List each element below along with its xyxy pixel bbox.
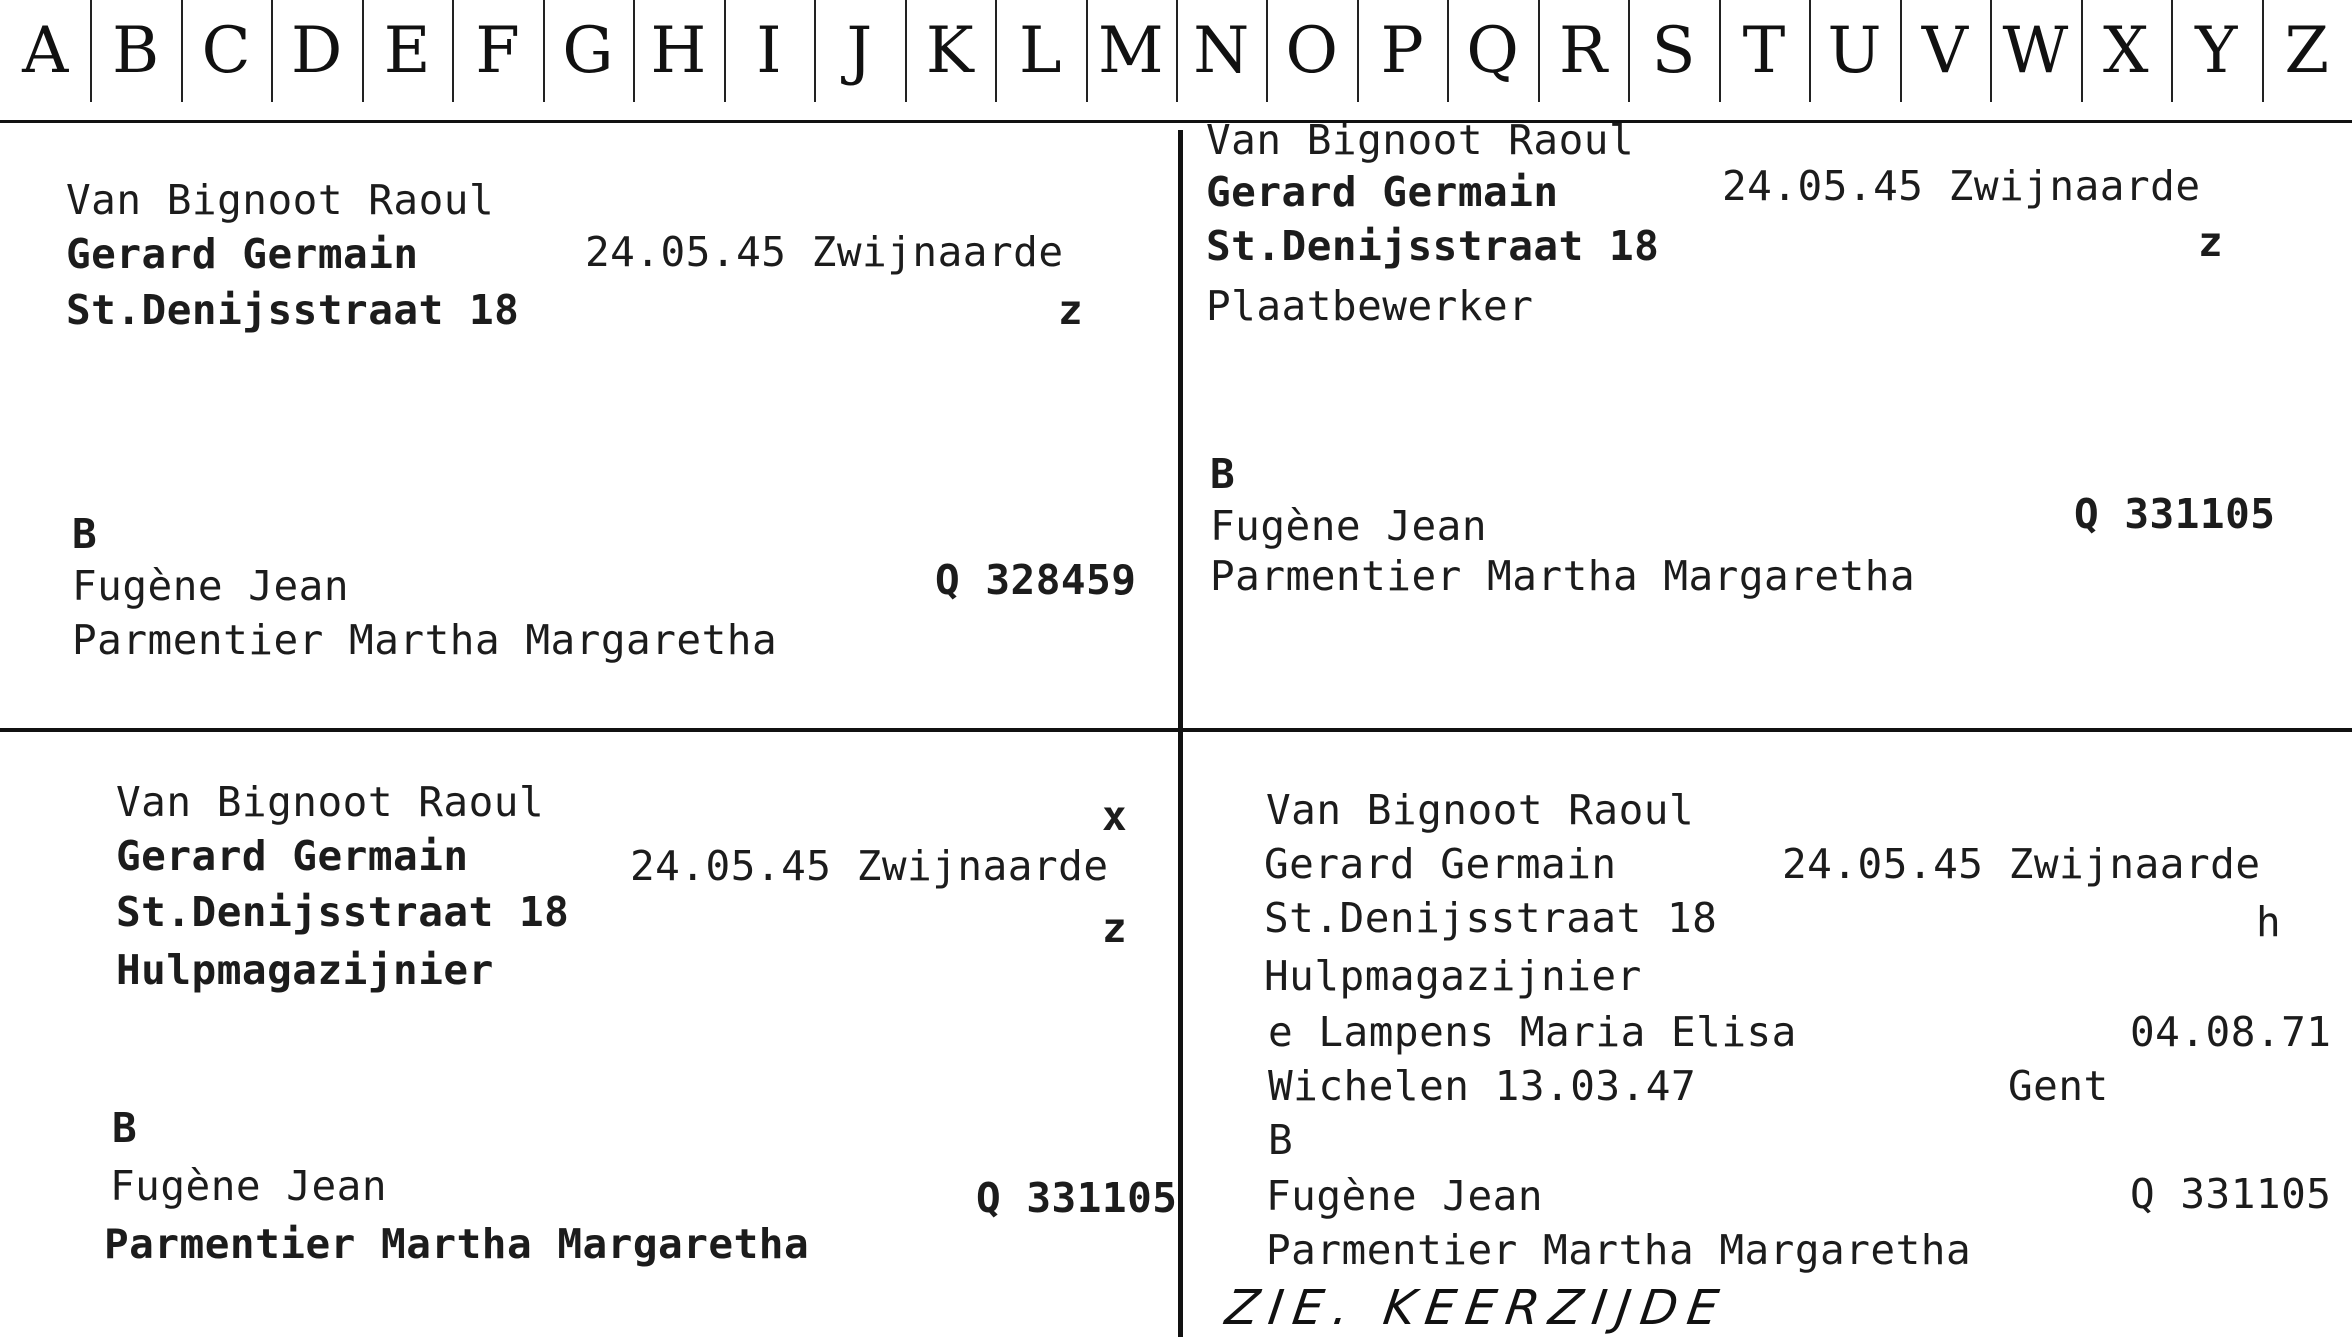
card-father: Fugène Jean [72, 562, 350, 610]
index-letter-z: Z [2284, 14, 2329, 88]
index-letter-i: I [756, 14, 782, 88]
index-separator [543, 0, 545, 102]
index-letter-c: C [201, 14, 251, 88]
card-father: Fugène Jean [1266, 1172, 1544, 1220]
card-birth: 24.05.45 Zwijnaarde [630, 842, 1109, 890]
index-letter-r: R [1558, 14, 1608, 88]
card-name: Van Bignoot Raoul [1266, 786, 1695, 834]
index-letter-p: P [1380, 14, 1424, 88]
card-relation: B [112, 1104, 138, 1152]
card-relation: B [1210, 450, 1236, 498]
index-separator [2171, 0, 2173, 102]
card-spouse: e Lampens Maria Elisa [1268, 1008, 1797, 1056]
card-mark: z [2198, 218, 2224, 266]
card-birth: 24.05.45 Zwijnaarde [1782, 840, 2261, 888]
index-separator [1357, 0, 1359, 102]
index-separator [995, 0, 997, 102]
index-letter-w: W [2002, 14, 2069, 88]
index-separator [905, 0, 907, 102]
card-address: St.Denijsstraat 18 [66, 286, 520, 334]
index-separator [1086, 0, 1088, 102]
card-number: Q 328459 [935, 556, 1137, 604]
card-father: Fugène Jean [110, 1162, 388, 1210]
card-mother: Parmentier Martha Margaretha [72, 616, 778, 664]
index-letter-l: L [1019, 14, 1062, 88]
index-separator [1628, 0, 1630, 102]
index-separator [814, 0, 816, 102]
card-birth: 24.05.45 Zwijnaarde [585, 228, 1064, 276]
card-mark: z [1058, 286, 1084, 334]
card-occupation: Plaatbewerker [1206, 282, 1534, 330]
index-letter-b: B [112, 14, 160, 88]
card-occupation: Hulpmagazijnier [1264, 952, 1642, 1000]
index-letter-q: Q [1466, 14, 1519, 88]
index-letter-f: F [475, 14, 520, 88]
card-marriage-place: Gent [2008, 1062, 2109, 1110]
index-separator [1900, 0, 1902, 102]
card-birth: 24.05.45 Zwijnaarde [1722, 162, 2201, 210]
card-father: Fugène Jean [1210, 502, 1488, 550]
card-marriage-date: 04.08.71 [2130, 1008, 2332, 1056]
card-spouse-birth: Wichelen 13.03.47 [1268, 1062, 1697, 1110]
index-separator [1990, 0, 1992, 102]
index-separator [181, 0, 183, 102]
index-separator [724, 0, 726, 102]
card-number: Q 331105 [2130, 1170, 2332, 1218]
index-separator [1266, 0, 1268, 102]
card-address: St.Denijsstraat 18 [1206, 222, 1660, 270]
index-letter-y: Y [2195, 14, 2238, 88]
index-separator [633, 0, 635, 102]
index-letter-s: S [1651, 14, 1696, 88]
card-mother: Parmentier Martha Margaretha [104, 1220, 810, 1268]
index-separator [271, 0, 273, 102]
card-mother: Parmentier Martha Margaretha [1210, 552, 1916, 600]
alphabet-index-strip [0, 0, 2352, 123]
card-given-names: Gerard Germain [66, 230, 419, 278]
card-mother: Parmentier Martha Margaretha [1266, 1226, 1972, 1274]
index-separator [362, 0, 364, 102]
index-letter-d: D [290, 14, 343, 88]
card-number: Q 331105 [2074, 490, 2276, 538]
index-separator [1809, 0, 1811, 102]
index-letter-g: G [562, 14, 614, 88]
index-separator [1719, 0, 1721, 102]
index-letter-m: M [1097, 14, 1164, 88]
index-letter-o: O [1285, 14, 1338, 88]
index-separator [2262, 0, 2264, 102]
card-occupation: Hulpmagazijnier [116, 946, 494, 994]
index-letter-n: N [1193, 14, 1250, 88]
card-name: Van Bignoot Raoul [1206, 116, 1635, 164]
index-letter-v: V [1921, 14, 1969, 88]
card-name: Van Bignoot Raoul [66, 176, 495, 224]
index-separator [1176, 0, 1178, 102]
index-separator [1538, 0, 1540, 102]
index-letter-u: U [1827, 14, 1882, 88]
card-address: St.Denijsstraat 18 [116, 888, 570, 936]
card-divider-vertical [1178, 130, 1183, 1337]
index-letter-h: H [650, 14, 707, 88]
index-letter-e: E [383, 14, 431, 88]
index-letter-k: K [925, 14, 974, 88]
card-mark: h [2256, 898, 2282, 946]
card-number: Q 331105 [976, 1174, 1178, 1222]
index-separator [1447, 0, 1449, 102]
handwritten-note: ZIE. KEERZIJDE [1222, 1280, 1732, 1336]
card-divider-horizontal [0, 728, 2352, 732]
index-separator [90, 0, 92, 102]
card-mark: z [1102, 904, 1128, 952]
card-relation: B [72, 510, 98, 558]
card-given-names: Gerard Germain [1264, 840, 1617, 888]
index-separator [452, 0, 454, 102]
index-letter-a: A [22, 14, 69, 88]
index-separator [2081, 0, 2083, 102]
card-given-names: Gerard Germain [1206, 168, 1559, 216]
index-letter-t: T [1742, 14, 1786, 88]
card-relation: B [1268, 1116, 1294, 1164]
index-letter-j: J [846, 14, 873, 88]
card-name: Van Bignoot Raoul [116, 778, 545, 826]
card-given-names: Gerard Germain [116, 832, 469, 880]
index-letter-x: X [2103, 14, 2149, 88]
card-address: St.Denijsstraat 18 [1264, 894, 1718, 942]
card-topmark: x [1102, 792, 1128, 840]
